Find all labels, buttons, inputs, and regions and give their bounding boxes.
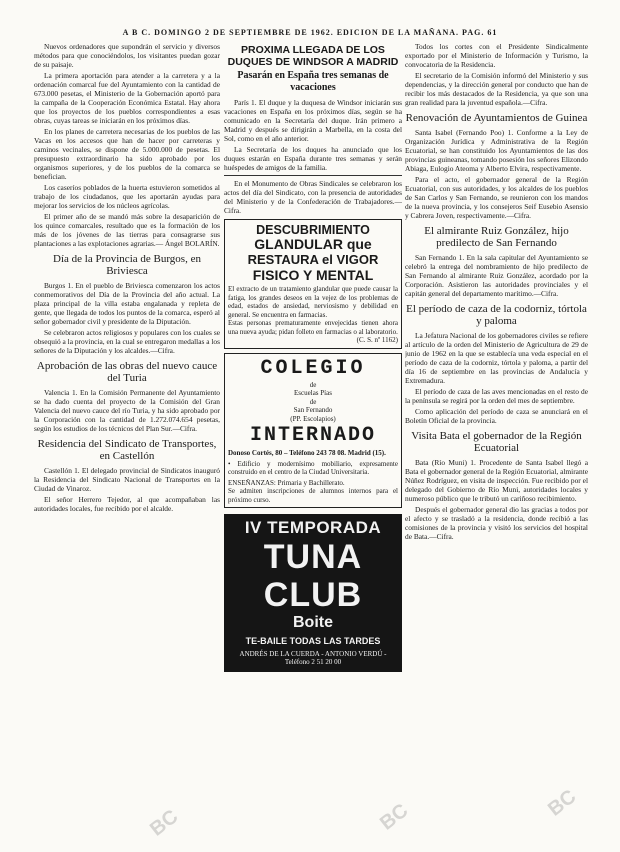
article-text: Se celebraron actos religiosos y populares con los cuales se obsequió a la provincia, en la cual se entregaron medallas a los señores de la Diputación y los alcaldes.—Cifra. <box>34 328 220 355</box>
ad-colegio-title: COLEGIO <box>260 356 366 380</box>
ad-glandular-line1: DESCUBRIMIENTO <box>256 223 370 237</box>
ad-glandular-line4: FISICO Y MENTAL <box>252 267 374 283</box>
headline-bata: Visita Bata el gobernador de la Región Ecuatorial <box>411 430 582 454</box>
ad-tuna-name: TUNA CLUB <box>263 538 363 614</box>
article-text: Valencia 1. En la Comisión Permanente del Ayuntamiento se ha dado cuenta del proyecto de la Comisión del Gran Valencia del nuevo cauce del río Turia, y ha sido aprobado por la Corporación con la cantidad de 1.272.074.654 pesetas, según los estudios de los técnicos del Plan Sur.—Cifra. <box>34 388 220 433</box>
article-text: El primer año de se mandó más sobre la desaparición de los quince comarcales, resultado que es la formación de los más de los jóvenes de las tierras para consagrarse sus plantaciones a las explotaciones agrarias.— Ángel BOLARÍN. <box>34 212 220 248</box>
article-text: Burgos 1. En el pueblo de Briviesca comenzaron los actos conmemorativos del Día de la Provincia del año actual. La plaza principal de la villa estaba engalanada y repleta de gente, que llegada de todos los puntos de la comarca, esperó al señor gobernador civil y presidente de la Diputación. <box>34 281 220 326</box>
article-text: La Jefatura Nacional de los gobernadores civiles se refiere al artículo de la orden del Ministerio de Agricultura de 29 de junio de 1962 en la que se establecía una veda especial en el período de caza de la codorniz, tórtola y paloma, a partir del día 16 de septiembre en las provincias de Andalucía y Extremadura. <box>405 331 588 385</box>
ad-colegio-address: Donoso Cortés, 80 – Teléfono 243 78 08. Madrid (15). <box>228 449 386 457</box>
ad-tuna-dance: TE-BAILE TODAS LAS TARDES <box>245 636 381 646</box>
abc-watermark: BC <box>375 799 413 835</box>
article-text: Nuevos ordenadores que supondrán el servicio y diversos métodos para que conociéndolos, los visitantes puedan gozar de su paisaje. <box>34 42 220 69</box>
ad-glandular-line2: GLANDULAR que <box>254 236 372 252</box>
article-text: Bata (Río Muni) 1. Procedente de Santa Isabel llegó a Bata el gobernador general de la Región Ecuatorial, almirante Núñez Rodríguez, en visita de inspección. Fue recibido por el delegado del Gobierno de Río Muni, autoridades locales y numeroso público que le tributó un cariñoso recibimiento. <box>405 458 588 503</box>
ad-colegio-internado: INTERNADO <box>249 424 377 447</box>
headline-guinea: Renovación de Ayuntamientos de Guinea <box>405 112 588 124</box>
ad-glandular-body2: Estas personas prematuramente envejecidas tienen ahora una nueva ayuda; pidan folleto en farmacias o al laboratorio. <box>228 319 398 336</box>
article-text: En los planes de carretera necesarias de los pueblos de las Vacas en los accesos que han de hacer por carreteras y caminos vecinales, se dispone de 5.000.000 de pesetas. El presupuesto extraordinario ha sido aprobado por los organismos superiores, y de los pueblos de la comarca se benefician. <box>34 127 220 181</box>
ad-colegio-teaching: ENSEÑANZAS: Primaria y Bachillerato. <box>228 478 345 487</box>
ad-tuna-boite: Boite <box>293 614 333 631</box>
article-text: La primera aportación para atender a la carretera y a la ordenación comarcal fue del Ayuntamiento con la cantidad de 673.000 pesetas, el Ministerio de la Gobernación aportó para la campaña de la Cooperación Económica Estatal. Hay ahora que los proyectos de los pueblos correspondientes a esas obras, cuyas tareas se iniciarán en los próximos días. <box>34 71 220 125</box>
article-text: Los caseríos poblados de la huerta estuvieron sometidos al trabajo de los ciudadanos, que les aportarán ayudas para mejorar los servicios de los núcleos agrícolas. <box>34 183 220 210</box>
article-text: En el Monumento de Obras Sindicales se celebraron los actos del día del Sindicato, con la presencia de autoridades del Ministerio y de la Confederación de Trabajadores.— Cifra. <box>224 179 402 215</box>
article-text: San Fernando 1. En la sala capitular del Ayuntamiento se celebró la entrega del nombramiento de hijo predilecto de San Fernando al almirante Ruiz González, acordado por la Corporación. Asistieron las autoridades provinciales y el capitán general del departamento marítimo.—Cifra. <box>405 253 588 298</box>
headline-burgos: Día de la Provincia de Burgos, en Briviesca <box>53 253 201 277</box>
headline-turia: Aprobación de las obras del nuevo cauce del Turia <box>36 360 218 384</box>
column-3 <box>405 42 588 834</box>
column-1 <box>34 42 220 834</box>
headline-castellon: Residencia del Sindicato de Transportes, en Castellón <box>37 438 217 462</box>
article-text: El período de caza de las aves mencionadas en el resto de la península se regirá por la orden del mes de septiembre. <box>405 387 588 405</box>
article-text: La Secretaría de los duques ha anunciado que los duques estarán en España durante tres semanas y serán huéspedes de amigos de la familia. <box>224 145 402 172</box>
divider <box>224 175 402 176</box>
headline-windsor: PROXIMA LLEGADA DE LOS DUQUES DE WINDSOR A MADRID <box>227 44 399 68</box>
running-header: A B C. DOMINGO 2 DE SEPTIEMBRE DE 1962. EDICION DE LA MAÑANA. PAG. 61 <box>122 28 498 37</box>
subheadline-windsor: Pasarán en España tres semanas de vacaciones <box>237 70 389 93</box>
article-text: El señor Herrero Tejedor, al que acompañaban las autoridades locales, fue recibido por el alcalde. <box>34 495 220 513</box>
article-text: Como aplicación del período de caza se anunciará en el Boletín Oficial de la provincia. <box>405 407 588 425</box>
ad-tuna-footer: ANDRÉS DE LA CUERDA - ANTONIO VERDÚ - Teléfono 2 51 20 00 <box>239 650 387 666</box>
abc-watermark: BC <box>543 785 581 821</box>
ad-glandular-body: El extracto de un tratamiento glandular que puede causar la fatiga, los grandes deseos en la vejez de los problemas de edad, estados de ansiedad, nerviosismo y debilidad en general. Se encuentra en farmacias. <box>228 285 398 319</box>
ad-colegio-fathers: (PP. Escolapios) <box>290 414 336 423</box>
article-text: Para el acto, el gobernador general de la Región Ecuatorial, con sus autoridades, y los alcaldes de los pueblos de San Carlos y San Fernando, se reunieron con los mandos de la nueva provincia, y los consejeros Seif Eusebio Asensio y Cabrera Joven, respectivamente.—Cifra. <box>405 175 588 220</box>
ad-colegio <box>224 353 402 509</box>
ad-colegio-bullets: • Edificio y modernísimo mobiliario, expresamente construido en el centro de la Ciudad Universitaria. <box>228 459 398 476</box>
ad-colegio-de2: de <box>309 397 317 406</box>
ad-glandular-line3: RESTAURA el VIGOR <box>247 252 379 267</box>
ad-colegio-place: San Fernando <box>293 406 333 414</box>
column-2 <box>224 42 402 834</box>
headline-caza: El período de caza de la codorniz, tórtola y paloma <box>406 303 587 327</box>
article-text: Después el gobernador general dio las gracias a todos por el afecto y se trasladó a la residencia, donde recibió a las comisiones de la provincia y visitó los servicios del hospital de Bata.—Cifra. <box>405 505 588 541</box>
ad-colegio-escuelas: Escuelas Pías <box>294 389 332 397</box>
ad-tuna-season: IV TEMPORADA <box>244 518 382 537</box>
ad-glandular <box>224 219 402 349</box>
abc-watermark: BC <box>145 805 183 841</box>
ad-colegio-admissions: Se admiten inscripciones de alumnos internos para el próximo curso. <box>228 487 398 504</box>
article-text: Castellón 1. El delegado provincial de Sindicatos inauguró la Residencia del Sindicato Nacional de Transportes en la Ciudad de Vinaroz. <box>34 466 220 493</box>
article-text: Santa Isabel (Fernando Poo) 1. Conforme a la Ley de Organización Jurídica y Administrativa de la Región Ecuatorial, se han constituido los Ayuntamientos de las dos provincias guineanas, tomando posesión los señores Elizondo Abiaga, Eulogio Ateoma y Alberto Elvira, respectivamente. <box>405 128 588 173</box>
ad-glandular-ref: (C. S. nº 1162) <box>356 336 398 344</box>
headline-almirante: El almirante Ruiz González, hijo predilecto de San Fernando <box>424 225 569 249</box>
article-text: El secretario de la Comisión informó del Ministerio y sus dependencias, y la dirección general por conducto que han de recibir los más destacados de la Residencia, ya que son una gran realidad para la juventud española.—Cifra. <box>405 71 588 107</box>
article-text: París 1. El duque y la duquesa de Windsor iniciarán sus vacaciones en España en los próximos días, según se ha comunicado en la Secretaría del duque. Irán primero a Madrid y después se dirigirán a Marbella, en la costa del Sol, como en el año anterior. <box>224 98 402 143</box>
ad-colegio-de: de <box>309 380 317 389</box>
ad-tuna-club <box>224 514 402 672</box>
article-text: Todos los cortes con el Presidente Sindicalmente exportado por el Ministerio de Información y Turismo, la convocatoria de la Residencia. <box>405 42 588 69</box>
